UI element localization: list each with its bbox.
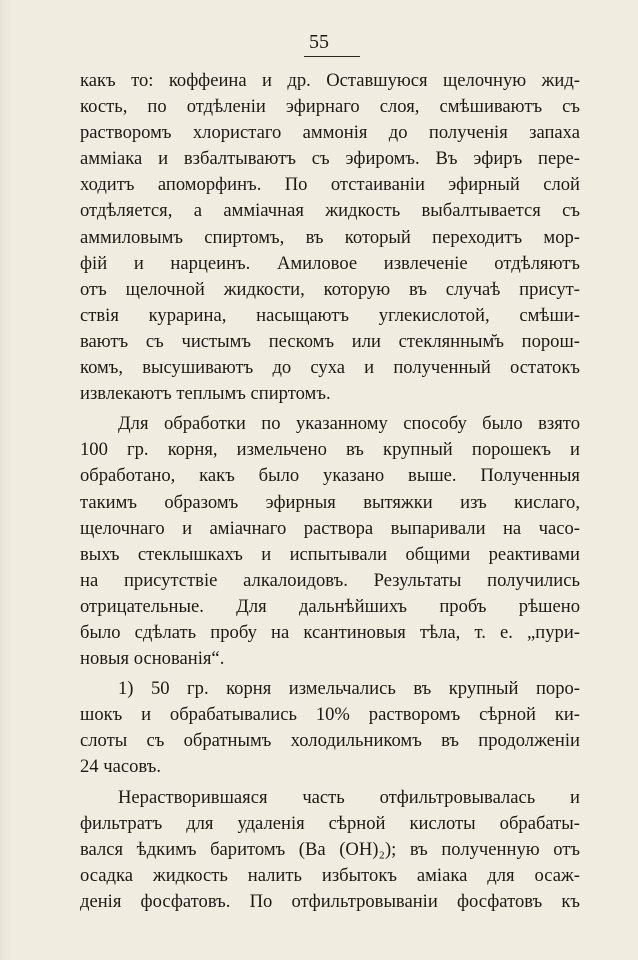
text-line: извлекаютъ теплымъ спиртомъ.	[80, 383, 331, 405]
text-line: отрицательные. Для дальнѣйшихъ пробъ рѣшено	[80, 595, 580, 617]
text-line: денія фосфатовъ. По отфильтровываніи фосфатовъ къ	[80, 890, 580, 912]
text-line: ходитъ апоморфинъ. По отстаиваніи эфирный слой	[80, 174, 580, 196]
paragraph	[80, 411, 580, 672]
text-line: осадка жидкость налить избытокъ аміака для осаж-	[80, 864, 580, 886]
text-line: Нерастворившаяся часть отфильтровывалась и	[118, 786, 580, 808]
text-line: какъ то: коффеина и др. Оставшуюся щелочную жид-	[80, 70, 580, 91]
text-line: отъ щелочной жидкости, которую въ случаѣ присут-	[80, 278, 580, 300]
text-line: ствія курарина, насыщаютъ углекислотой, смѣши-	[80, 304, 580, 326]
text-line: амміака и взбалтываютъ съ эфиромъ. Въ эфиръ пере-	[80, 148, 580, 170]
body-text	[80, 68, 580, 915]
text-line: на присутствіе алкалоидовъ. Результаты получились	[80, 569, 580, 591]
text-line: шокъ и обрабатывались 10% растворомъ сѣрной ки-	[80, 704, 580, 726]
text-line: слоты съ обратнымъ холодильникомъ въ продолженіи	[80, 730, 580, 752]
text-line: фій и нарцеинъ. Амиловое извлеченіе отдѣляютъ	[80, 252, 580, 274]
text-line: обработано, какъ было указано выше. Полученныя	[80, 465, 580, 487]
text-line: растворомъ хлористаго аммонія до полученія запаха	[80, 122, 580, 144]
text-line: ваютъ съ чистымъ пескомъ или стеклянным̆ъ порош-	[80, 330, 580, 352]
paragraph	[80, 785, 580, 915]
text-line: вался ѣдкимъ баритомъ (Ва (ОН)₂); въ полученную отъ	[80, 838, 580, 860]
text-line: комъ, высушиваютъ до суха и полученный остатокъ	[80, 357, 580, 379]
text-line: 1) 50 гр. корня измельчались въ крупный поро-	[118, 678, 580, 700]
text-line: аммиловымъ спиртомъ, въ который переходитъ мор-	[80, 226, 580, 248]
text-line: было сдѣлать пробу на ксантиновыя тѣла, т. е. „пури-	[80, 621, 580, 643]
text-line: 24 часовъ.	[80, 756, 161, 778]
text-line: Для обработки по указанному способу было взято	[118, 413, 580, 435]
paragraph	[80, 676, 580, 780]
text-line: отдѣляется, а амміачная жидкость выбалтывается съ	[80, 200, 580, 222]
text-line: выхъ стеклышкахъ и испытывали общими реактивами	[80, 543, 580, 565]
text-line: фильтратъ для удаленія сѣрной кислоты обрабаты-	[80, 812, 580, 834]
text-line: новыя основанія“.	[80, 648, 225, 670]
text-line: такимъ образомъ эфирныя вытяжки изъ кислаго,	[80, 491, 580, 513]
text-line: кость, по отдѣленіи эфирнаго слоя, смѣшиваютъ съ	[80, 96, 580, 118]
text-line: 100 гр. корня, измельчено въ крупный порошекъ и	[80, 439, 580, 461]
header-rule	[304, 56, 360, 57]
page-number: 55	[309, 31, 329, 53]
paragraph	[80, 68, 580, 407]
text-line: щелочнаго и аміачнаго раствора выпаривали на часо-	[80, 517, 580, 539]
